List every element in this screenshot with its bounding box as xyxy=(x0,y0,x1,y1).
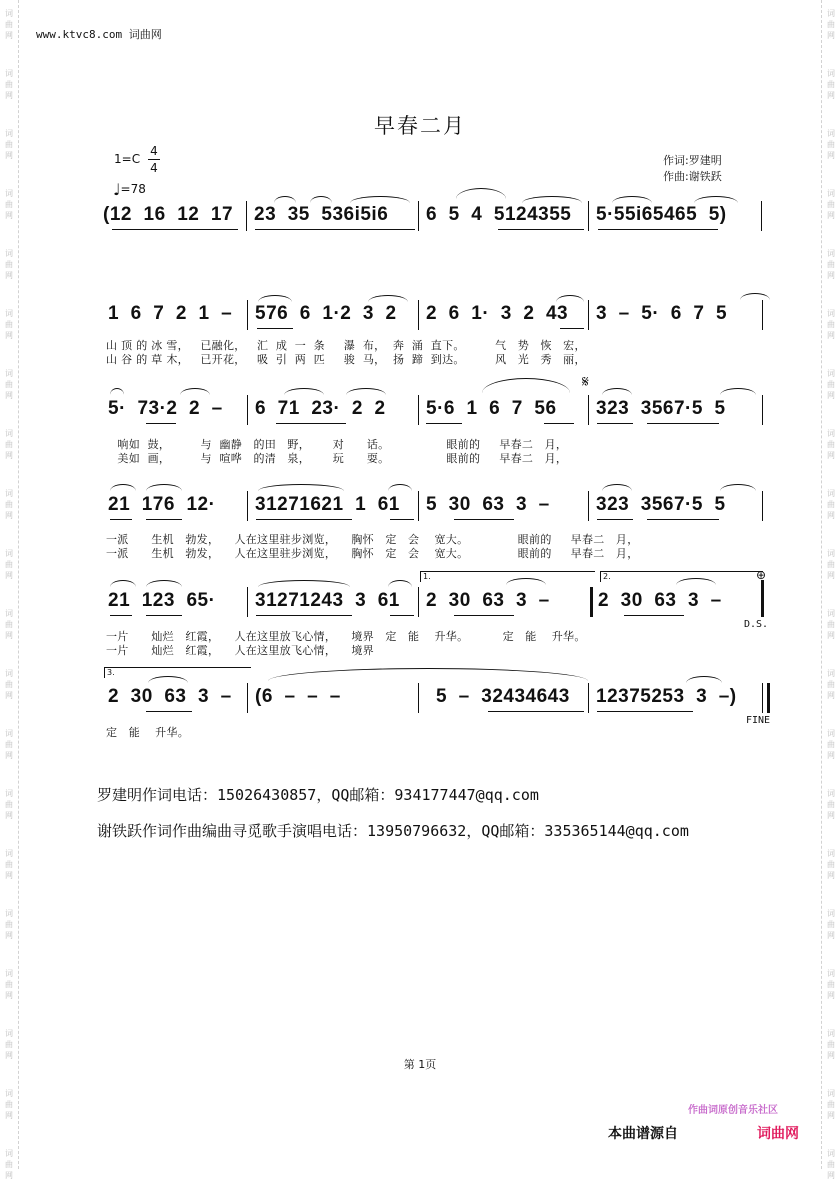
barline xyxy=(418,587,419,617)
watermark-stack: 词 曲 网 xyxy=(827,789,835,820)
contact-lyricist: 罗建明作词电话：15026430857，QQ邮箱：934177447@qq.com xyxy=(97,786,539,804)
slur xyxy=(388,580,412,587)
lyrics-6-verse-1: 定 能 升华。 xyxy=(106,726,190,739)
slur xyxy=(740,293,770,300)
beam xyxy=(426,423,462,424)
beam xyxy=(597,423,633,424)
lyrics-4-verse-1: 一派 生机 勃发， 人在这里驻步浏览， 胸怀 定 会 宽大。 眼前的 早春二 月， xyxy=(106,533,639,546)
beam xyxy=(112,229,238,230)
slur xyxy=(110,484,136,491)
measure-6-3: 5 – 32434643 xyxy=(436,686,570,707)
watermark-stack: 词 曲 网 xyxy=(5,429,13,460)
measure-2-1: 1 6 7 2 1 – xyxy=(108,303,233,324)
volta-2: 2. xyxy=(600,571,763,582)
lyrics-2-verse-2: 山 谷 的 草 木， 已开花， 吸 引 两 匹 骏 马， 扬 蹄 到达。 风 光 秀 丽， xyxy=(106,353,586,366)
tempo-marking xyxy=(113,180,146,199)
ds-mark: D.S. xyxy=(744,619,769,630)
footer-source: 本曲谱源自 xyxy=(608,1126,678,1142)
beam xyxy=(454,519,514,520)
slur xyxy=(612,196,652,203)
barline xyxy=(247,587,248,617)
measure-5-2: 31271243 3 61 xyxy=(255,590,400,611)
beam xyxy=(498,229,584,230)
community-logo[interactable]: 作曲词原创音乐社区 xyxy=(688,1105,778,1116)
watermark-stack: 词 曲 网 xyxy=(827,249,835,280)
barline xyxy=(588,201,589,231)
segno-icon: 𝄋 xyxy=(582,372,589,391)
repeat-barline xyxy=(590,587,593,617)
barline xyxy=(418,683,419,713)
slur xyxy=(388,484,412,491)
beam xyxy=(256,519,352,520)
time-signature xyxy=(148,143,160,176)
beam xyxy=(146,423,176,424)
coda-icon: ⊕ xyxy=(756,568,767,582)
beam xyxy=(256,615,352,616)
slur xyxy=(258,580,350,587)
measure-5-4: 2 30 63 3 – xyxy=(598,590,722,611)
measure-6-2: (6 – – – xyxy=(255,686,341,707)
barline xyxy=(247,300,248,330)
measure-4-4: 323 3567·5 5 xyxy=(596,494,726,515)
watermark-stack: 词 曲 网 xyxy=(5,909,13,940)
slur xyxy=(346,388,386,395)
barline xyxy=(588,683,589,713)
barline xyxy=(588,300,589,330)
beam xyxy=(146,711,192,712)
slur xyxy=(274,196,296,203)
key-signature: 1=C xyxy=(114,152,141,166)
beam xyxy=(276,423,346,424)
measure-1-3: 6 5 4 5124355 xyxy=(426,204,572,225)
measure-2-2: 576 6 1·2 3 2 xyxy=(255,303,397,324)
watermark-stack: 词 曲 网 xyxy=(827,969,835,1000)
lyricist: 作词:罗建明 xyxy=(663,154,722,167)
measure-5-1: 21 123 65· xyxy=(108,590,216,611)
watermark-stack: 词 曲 网 xyxy=(5,249,13,280)
watermark-stack: 词 曲 网 xyxy=(5,1029,13,1060)
fine-mark: FINE xyxy=(746,715,771,726)
right-watermark-strip xyxy=(821,0,840,1180)
measure-2-3: 2 6 1· 3 2 43 xyxy=(426,303,569,324)
slur xyxy=(522,196,582,203)
slur xyxy=(310,196,332,203)
slur xyxy=(268,668,588,681)
lyrics-4-verse-2: 一派 生机 勃发， 人在这里驻步浏览， 胸怀 定 会 宽大。 眼前的 早春二 月， xyxy=(106,547,639,560)
slur xyxy=(602,388,632,395)
slur xyxy=(482,378,570,393)
watermark-stack: 词 曲 网 xyxy=(827,909,835,940)
slur xyxy=(284,388,324,395)
beam xyxy=(544,423,574,424)
barline xyxy=(247,491,248,521)
measure-3-1: 5· 73·2 2 – xyxy=(108,398,223,419)
watermark-stack: 词 曲 网 xyxy=(827,69,835,100)
barline xyxy=(588,395,589,425)
quarter-note-icon: ♩ xyxy=(113,180,121,199)
slur xyxy=(456,188,506,199)
barline xyxy=(247,395,248,425)
slur xyxy=(258,295,292,302)
watermark-stack: 词 曲 网 xyxy=(827,849,835,880)
watermark-stack: 词 曲 网 xyxy=(5,1149,13,1180)
slur xyxy=(602,484,632,491)
watermark-stack: 词 曲 网 xyxy=(5,549,13,580)
measure-1-4: 5·55i65465 5) xyxy=(596,204,727,225)
beam xyxy=(597,711,693,712)
barline xyxy=(418,395,419,425)
slur xyxy=(110,580,136,587)
measure-3-3: 5·6 1 6 7 56 xyxy=(426,398,557,419)
barline xyxy=(762,300,763,330)
watermark-stack: 词 曲 网 xyxy=(5,129,13,160)
lyrics-5-verse-1: 一片 灿烂 红霞， 人在这里放飞心情， 境界 定 能 升华。 定 能 升华。 xyxy=(106,630,586,643)
measure-6-1: 2 30 63 3 – xyxy=(108,686,232,707)
watermark-stack: 词 曲 网 xyxy=(827,129,835,160)
measure-3-4: 323 3567·5 5 xyxy=(596,398,726,419)
slur xyxy=(110,388,124,395)
beam xyxy=(146,519,182,520)
left-watermark-strip xyxy=(0,0,19,1180)
watermark-stack: 词 曲 网 xyxy=(827,369,835,400)
slur xyxy=(258,484,344,491)
beam xyxy=(390,615,414,616)
watermark-stack: 词 曲 网 xyxy=(827,1029,835,1060)
measure-1-1: (12 16 12 17 xyxy=(103,204,234,225)
meter-bottom: 4 xyxy=(148,159,160,176)
beam xyxy=(146,615,182,616)
barline xyxy=(246,201,247,231)
barline xyxy=(762,491,763,521)
beam xyxy=(647,423,719,424)
watermark-stack: 词 曲 网 xyxy=(5,669,13,700)
slur xyxy=(180,388,210,395)
measure-2-4: 3 – 5· 6 7 5 xyxy=(596,303,728,324)
lyrics-3-verse-1: 响如 鼓， 与 幽静 的田 野， 对 话。 眼前的 早春二 月， xyxy=(106,438,568,451)
watermark-stack: 词 曲 网 xyxy=(5,969,13,1000)
measure-6-4: 12375253 3 –) xyxy=(596,686,737,707)
meter-top: 4 xyxy=(150,144,158,158)
song-title: 早春二月 xyxy=(374,114,466,138)
beam xyxy=(647,519,719,520)
watermark-stack: 词 曲 网 xyxy=(5,489,13,520)
barline xyxy=(247,683,248,713)
beam xyxy=(390,519,414,520)
barline xyxy=(761,580,764,617)
slur xyxy=(146,484,182,491)
slur xyxy=(720,484,756,491)
barline xyxy=(588,491,589,521)
beam xyxy=(110,519,132,520)
barline xyxy=(761,201,762,231)
slur xyxy=(506,578,546,585)
slur xyxy=(676,578,716,585)
barline xyxy=(418,201,419,231)
page-number: 第 1页 xyxy=(403,1058,437,1071)
watermark-stack: 词 曲 网 xyxy=(827,1089,835,1120)
slur xyxy=(720,388,756,395)
barline xyxy=(418,491,419,521)
slur xyxy=(148,676,188,683)
beam xyxy=(257,328,293,329)
beam xyxy=(597,519,633,520)
lyrics-3-verse-2: 美如 画， 与 喧哗 的清 泉， 玩 耍。 眼前的 早春二 月， xyxy=(106,452,568,465)
beam xyxy=(488,711,584,712)
beam xyxy=(598,229,718,230)
lyrics-2-verse-1: 山 顶 的 冰 雪， 已融化， 汇 成 一 条 瀑 布， 奔 涌 直下。 气 势 恢 宏， xyxy=(106,339,586,352)
watermark-stack: 词 曲 网 xyxy=(827,9,835,40)
volta-3: 3. xyxy=(104,667,251,678)
watermark-stack: 词 曲 网 xyxy=(827,669,835,700)
slur xyxy=(146,580,182,587)
slur xyxy=(686,676,722,683)
watermark-stack: 词 曲 网 xyxy=(5,1089,13,1120)
watermark-stack: 词 曲 网 xyxy=(827,429,835,460)
watermark-stack: 词 曲 网 xyxy=(827,489,835,520)
barline xyxy=(762,395,763,425)
volta-1: 1. xyxy=(420,571,595,582)
watermark-stack: 词 曲 网 xyxy=(5,9,13,40)
watermark-stack: 词 曲 网 xyxy=(827,1149,835,1180)
contact-composer: 谢铁跃作词作曲编曲寻觅歌手演唱电话：13950796632，QQ邮箱：335365144@qq.com xyxy=(97,822,689,840)
slur xyxy=(368,295,408,302)
watermark-stack: 词 曲 网 xyxy=(827,549,835,580)
slur xyxy=(556,295,584,302)
watermark-stack: 词 曲 网 xyxy=(5,789,13,820)
watermark-stack: 词 曲 网 xyxy=(5,69,13,100)
beam xyxy=(560,328,584,329)
site-header[interactable]: www.ktvc8.com 词曲网 xyxy=(36,28,162,41)
watermark-stack: 词 曲 网 xyxy=(5,609,13,640)
watermark-stack: 词 曲 网 xyxy=(827,189,835,220)
credits xyxy=(663,153,722,185)
barline xyxy=(418,300,419,330)
composer: 作曲:谢铁跃 xyxy=(663,170,722,183)
barline xyxy=(762,683,763,713)
tempo-value: =78 xyxy=(120,182,146,196)
beam xyxy=(255,229,415,230)
watermark-stack: 词 曲 网 xyxy=(827,729,835,760)
beam xyxy=(110,615,132,616)
watermark-stack: 词 曲 网 xyxy=(5,369,13,400)
watermark-stack: 词 曲 网 xyxy=(5,189,13,220)
final-barline xyxy=(767,683,770,713)
watermark-stack: 词 曲 网 xyxy=(5,309,13,340)
watermark-stack: 词 曲 网 xyxy=(827,609,835,640)
measure-1-2: 23 35 536i5i6 xyxy=(254,204,389,225)
measure-4-1: 21 176 12· xyxy=(108,494,216,515)
watermark-stack: 词 曲 网 xyxy=(5,849,13,880)
footer-brand-link[interactable]: 词曲网 xyxy=(757,1126,799,1142)
lyrics-5-verse-2: 一片 灿烂 红霞， 人在这里放飞心情， 境界 xyxy=(106,644,374,657)
watermark-stack: 词 曲 网 xyxy=(5,729,13,760)
beam xyxy=(454,615,514,616)
measure-3-2: 6 71 23· 2 2 xyxy=(255,398,386,419)
measure-5-3: 2 30 63 3 – xyxy=(426,590,550,611)
measure-4-2: 31271621 1 61 xyxy=(255,494,400,515)
measure-4-3: 5 30 63 3 – xyxy=(426,494,550,515)
slur xyxy=(694,196,738,203)
slur xyxy=(350,196,410,203)
watermark-stack: 词 曲 网 xyxy=(827,309,835,340)
beam xyxy=(624,615,684,616)
